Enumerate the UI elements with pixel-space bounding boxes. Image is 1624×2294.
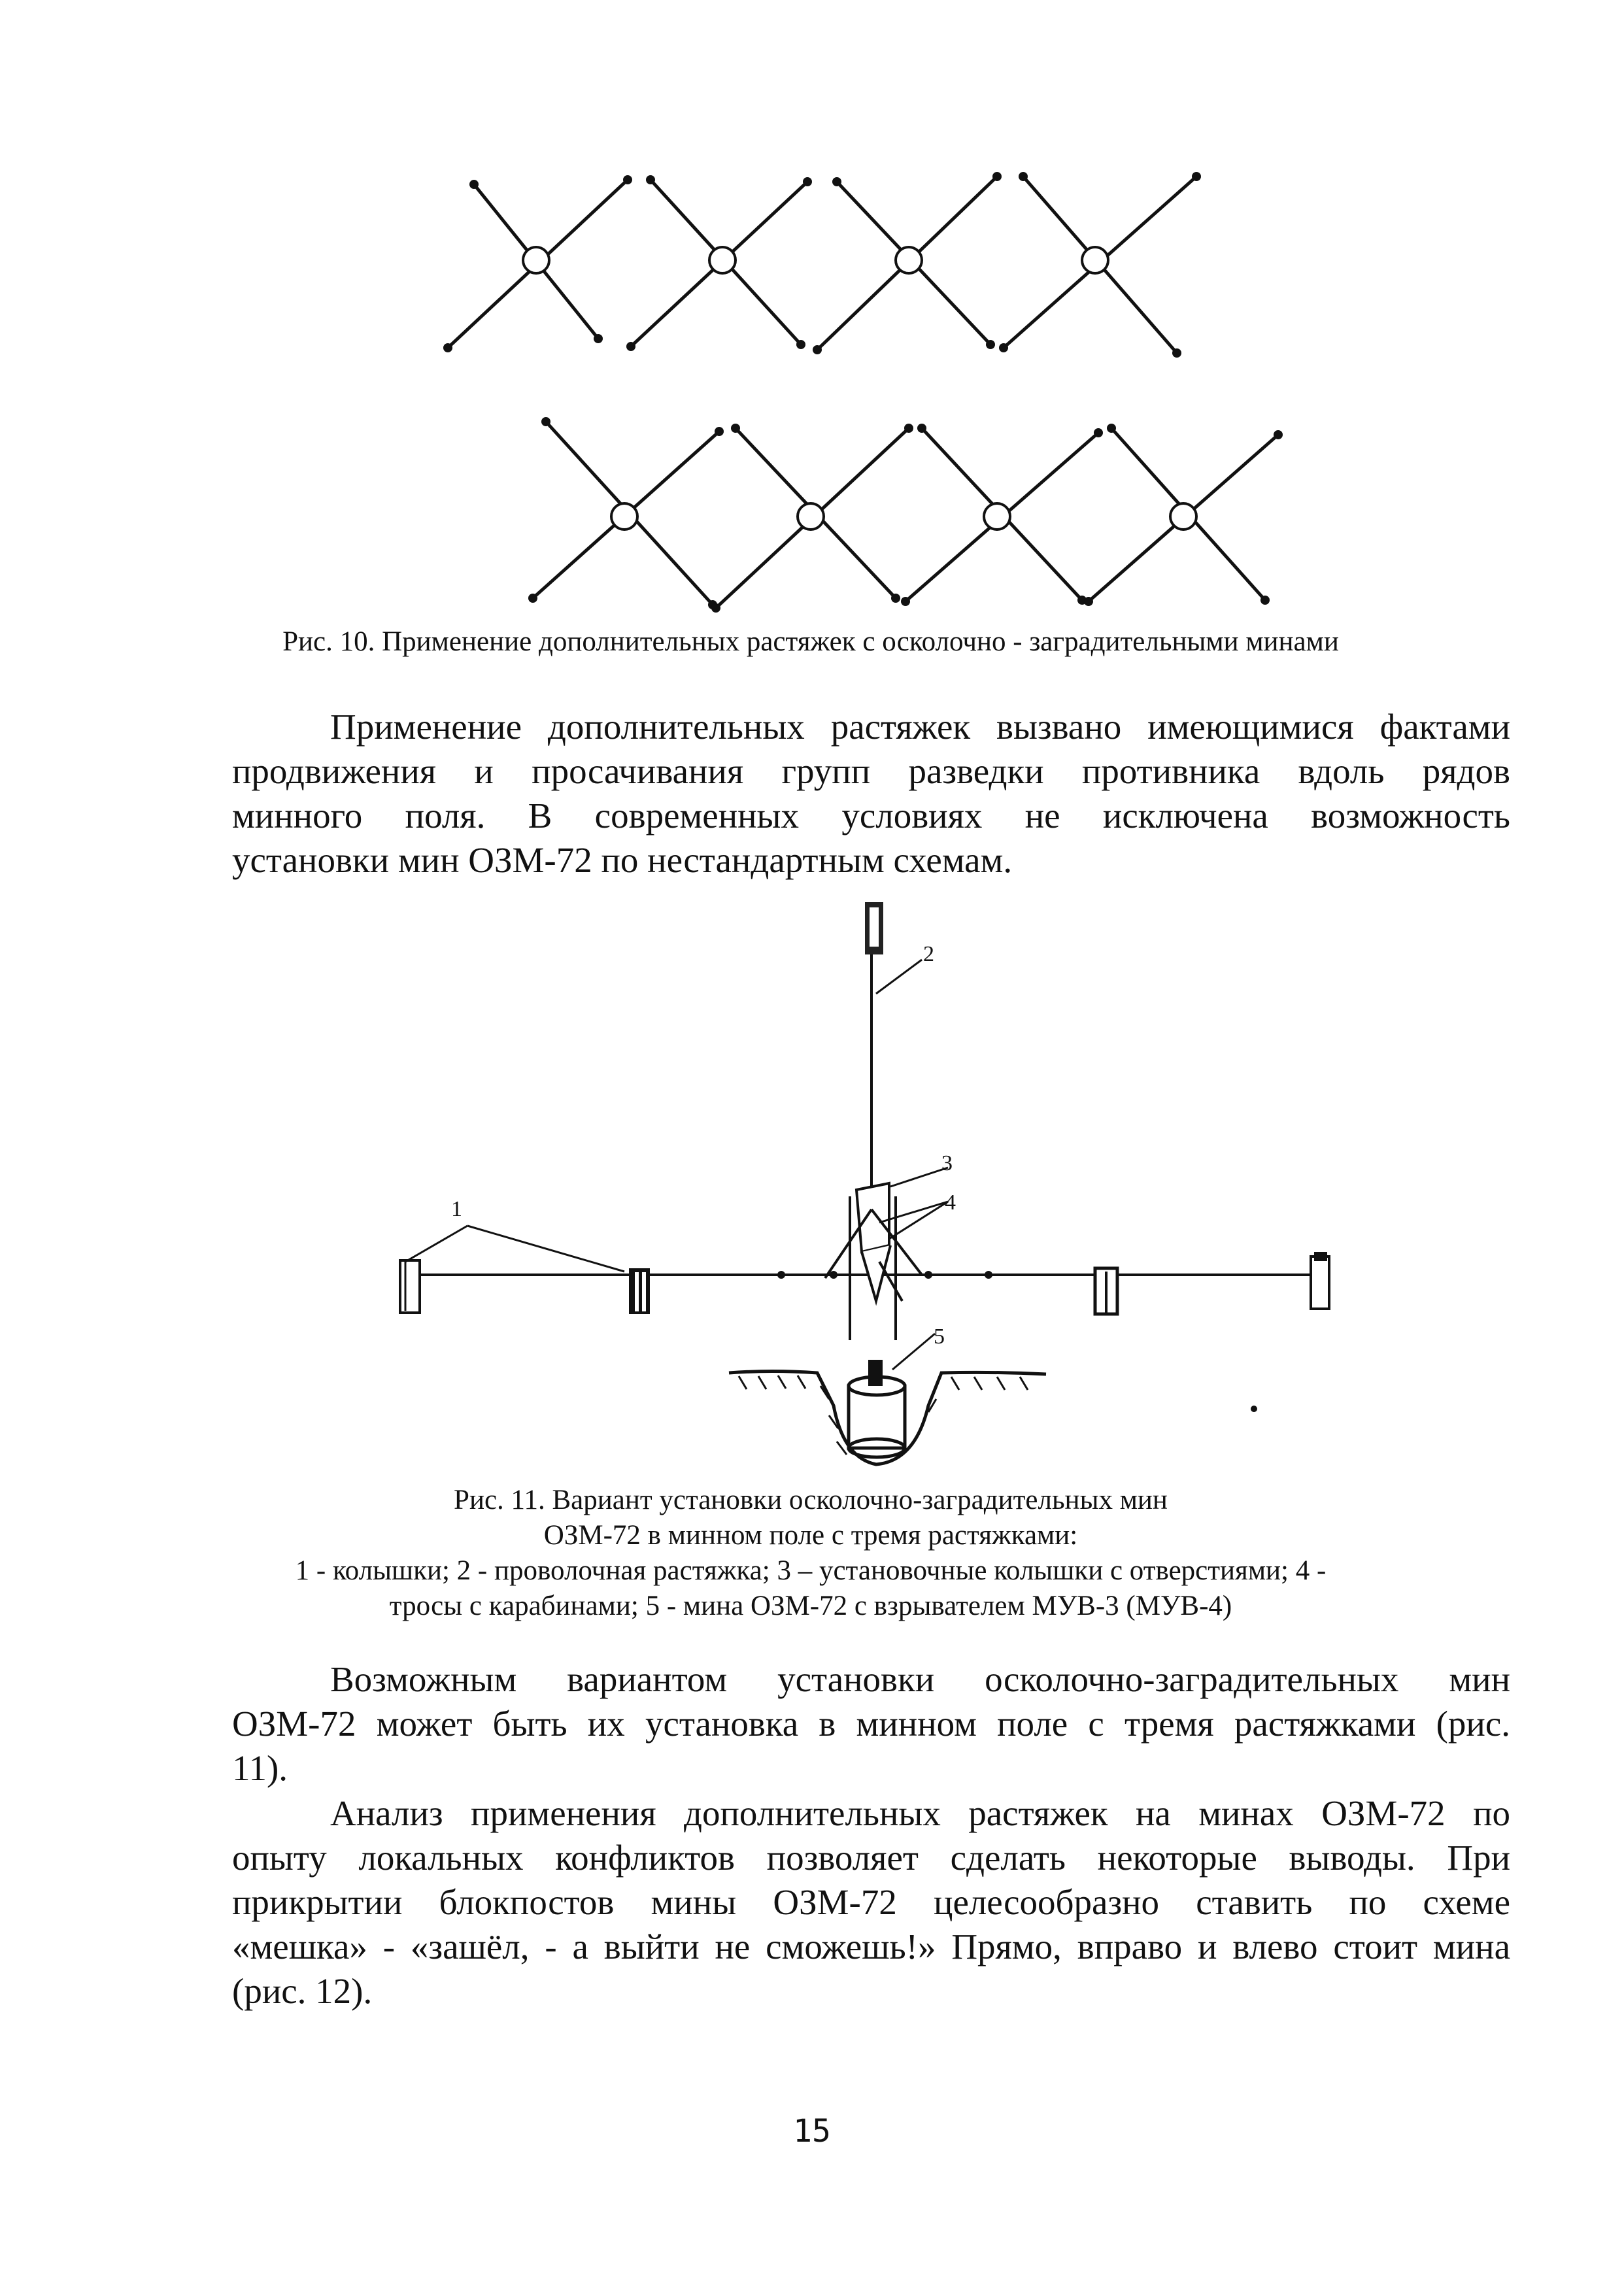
row-1-mines (523, 247, 1108, 273)
figure-11-caption-line: ОЗМ-72 в минном поле с тремя растяжками: (543, 1520, 1078, 1551)
figure-11-caption-line: Рис. 11. Вариант установки осколочно-заградительных мин (454, 1485, 1168, 1515)
label-1: 1 (451, 1197, 462, 1221)
paragraph-1-line: Применение дополнительных растяжек вызвано имеющимися фактами (330, 707, 1510, 747)
right-end-stake (1311, 1252, 1329, 1309)
page-number: 15 (793, 2113, 831, 2150)
paragraph-3-line: (рис. 12). (232, 1971, 373, 2011)
right-inner-stake (1095, 1268, 1117, 1314)
paragraph-1-line: установки мин ОЗМ-72 по нестандартным схемам. (232, 840, 1013, 880)
setup-stakes (825, 1183, 922, 1340)
figure-11-diagram (0, 889, 1624, 1477)
label-5: 5 (934, 1324, 945, 1349)
figure-10-diagram (0, 0, 1624, 628)
left-inner-stake (629, 1268, 650, 1314)
paragraph-2-line: ОЗМ-72 может быть их установка в минном поле с тремя растяжками (рис. (232, 1704, 1510, 1744)
figure-11-caption (196, 1483, 1425, 1624)
figure-11-caption-line: 1 - колышки; 2 - проволочная растяжка; 3 – установочные колышки с отверстиями; 4 - (295, 1555, 1327, 1586)
paragraph-2-line: Возможным вариантом установки осколочно-заградительных мин (330, 1659, 1510, 1699)
figure-10-caption: Рис. 10. Применение дополнительных растяжек с осколочно - заградительными минами (282, 626, 1339, 657)
row-2-wires (533, 422, 1278, 608)
paragraph-3-line: «мешка» - «зашёл, - а выйти не сможешь!» Прямо, вправо и влево стоит мина (232, 1927, 1510, 1966)
paragraph-2 (232, 1657, 1510, 1791)
paragraph-2-line: 11). (232, 1748, 288, 1788)
left-end-stake (400, 1260, 420, 1313)
ground-and-mine (729, 1360, 1046, 1464)
row-2-mines (611, 503, 1196, 530)
paragraph-1 (232, 705, 1510, 883)
figure-11-caption-line: тросы с карабинами; 5 - мина ОЗМ-72 с взрывателем МУВ-3 (МУВ-4) (389, 1591, 1232, 1621)
label-2: 2 (923, 942, 934, 966)
label-4: 4 (945, 1190, 956, 1215)
paragraph-1-line: продвижения и просачивания групп разведки противника вдоль рядов (232, 751, 1510, 791)
label-3: 3 (941, 1151, 953, 1175)
paragraph-1-line: минного поля. В современных условиях не исключена возможность (232, 796, 1510, 835)
paragraph-3 (232, 1791, 1510, 2014)
paragraph-3-line: опыту локальных конфликтов позволяет сделать некоторые выводы. При (232, 1838, 1510, 1878)
paragraph-3-line: Анализ применения дополнительных растяжек на минах ОЗМ-72 по (330, 1793, 1510, 1833)
paragraph-3-line: прикрытии блокпостов мины ОЗМ-72 целесообразно ставить по схеме (232, 1882, 1510, 1922)
